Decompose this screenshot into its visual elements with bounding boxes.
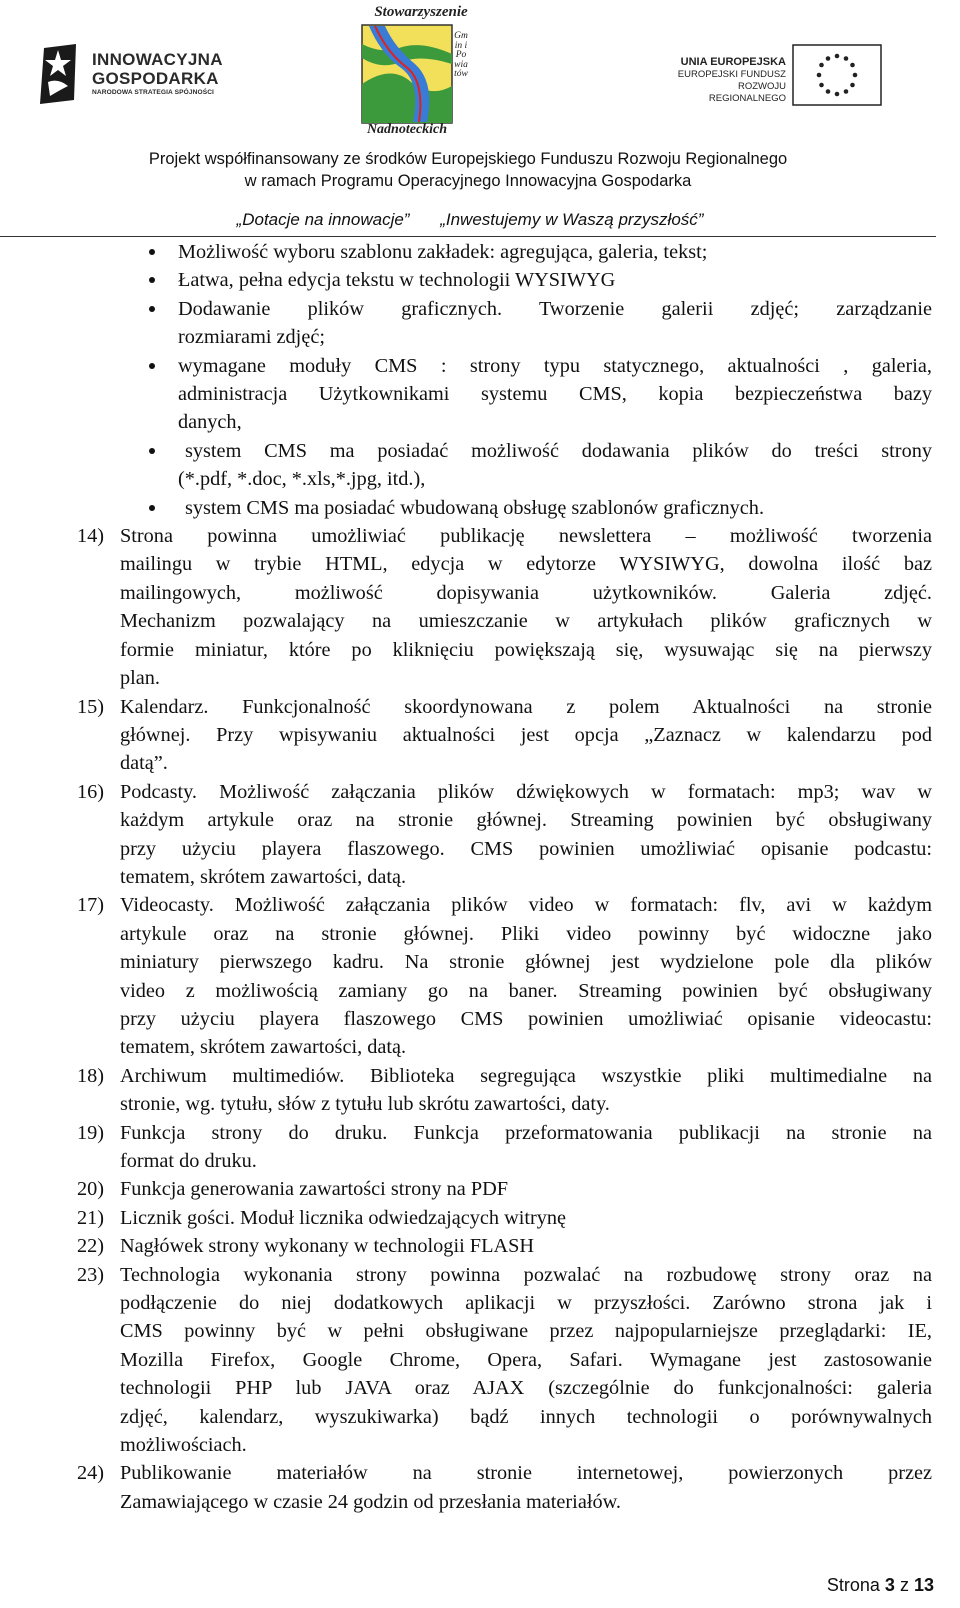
item-line: przy użyciu playera flaszowego. CMS powinien umożliwiać opisanie podcastu: [120, 837, 932, 860]
item-line: stronie, wg. tytułu, słów z tytułu lub skrótu zawartości, daty. [120, 1093, 610, 1116]
numbered-item [0, 778, 932, 892]
footer-page: 3 [884, 1575, 895, 1595]
bullet-item [0, 295, 932, 352]
item-line: możliwościach. [120, 1434, 247, 1457]
item-number: 18) [77, 1064, 105, 1087]
bullet-line: (*.pdf, *.doc, *.xls,*.jpg, itd.), [178, 468, 426, 491]
item-line: Nagłówek strony wykonany w technologii FLASH [120, 1235, 535, 1258]
project-info [0, 148, 936, 192]
numbered-list [0, 522, 960, 1516]
bullet-dot-icon [149, 306, 155, 312]
item-line: Podcasty. Możliwość załączania plików dźwiękowych w formatach: mp3; wav w [120, 780, 932, 803]
item-number: 20) [77, 1178, 105, 1201]
numbered-item [0, 1232, 932, 1260]
slogans [0, 210, 940, 230]
logo-line-3: NARODOWA STRATEGIA SPÓJNOŚCI [92, 89, 214, 96]
footer-prefix: Strona [826, 1575, 880, 1595]
bullet-line: Łatwa, pełna edycja tekstu w technologii WYSIWYG [178, 269, 616, 292]
item-number: 16) [77, 780, 105, 803]
bullet-list [0, 238, 960, 522]
bullet-item [0, 494, 932, 522]
bullet-dot-icon [149, 505, 155, 511]
landscape-emblem-icon [361, 24, 453, 124]
slogan-2: „Inwestujemy w Waszą przyszłość” [440, 210, 704, 229]
item-line: głównej. Przy wpisywaniu aktualności jest opcja „Zaznacz w kalendarzu pod [120, 723, 932, 746]
item-line: Kalendarz. Funkcjonalność skoordynowana z polem Aktualności na stronie [120, 695, 932, 718]
numbered-item [0, 1175, 932, 1203]
star-figure-icon [34, 40, 86, 106]
item-line: Funkcja strony do druku. Funkcja przeformatowania publikacji na stronie na [120, 1121, 932, 1144]
bullet-line: Dodawanie plików graficznych. Tworzenie galerii zdjęć; zarządzanie [178, 297, 932, 320]
bullet-dot-icon [149, 448, 155, 454]
item-line: formie miniatur, które po kliknięciu powiększają się, wysuwając się na pierwszy [120, 638, 932, 661]
slogan-1: „Dotacje na innowacje” [236, 210, 410, 229]
bullet-dot-icon [149, 277, 155, 283]
eu-line-3: ROZWOJU REGIONALNEGO [708, 81, 786, 104]
item-line: Funkcja generowania zawartości strony na PDF [120, 1178, 509, 1201]
item-line: format do druku. [120, 1150, 257, 1172]
numbered-item [0, 891, 932, 1061]
footer-sep: z [899, 1575, 909, 1595]
bullet-item [0, 352, 932, 437]
item-number: 23) [77, 1263, 105, 1286]
item-line: datą”. [120, 752, 168, 775]
item-line: podłączenie do niej dodatkowych aplikacji w przyszłości. Zarówno strona jak i [120, 1292, 932, 1315]
item-line: Zamawiającego w czasie 24 godzin od przesłania materiałów. [120, 1490, 621, 1513]
logo-top-text: Stowarzyszenie [374, 4, 468, 20]
numbered-item [0, 1204, 932, 1232]
item-line: Mozilla Firefox, Google Chrome, Opera, Safari. Wymagane jest zastosowanie [120, 1348, 932, 1371]
item-line: tematem, skrótem zawartości, datą. [120, 865, 407, 888]
item-number: 22) [77, 1235, 105, 1258]
item-line: przy użyciu playera flaszowego CMS powinien umożliwiać opisanie videocastu: [120, 1007, 932, 1030]
bullet-dot-icon [149, 249, 155, 255]
item-line: Licznik gości. Moduł licznika odwiedzających witrynę [120, 1206, 567, 1229]
bullet-line: wymagane moduły CMS : strony typu statycznego, aktualności , galeria, [178, 354, 932, 377]
innowacyjna-gospodarka-logo [34, 40, 264, 110]
bullet-line: rozmiarami zdjęć; [178, 326, 325, 349]
numbered-item [0, 1119, 932, 1176]
item-number: 19) [77, 1121, 105, 1144]
document-body [0, 238, 960, 1516]
item-number: 15) [77, 695, 105, 718]
item-number: 21) [77, 1206, 105, 1229]
numbered-item [0, 1062, 932, 1119]
project-line-2: w ramach Programu Operacyjnego Innowacyjna Gospodarka [244, 172, 692, 190]
item-number: 14) [77, 525, 105, 548]
bullet-line: danych, [178, 411, 242, 434]
page-footer [827, 1575, 934, 1596]
eu-logo [660, 44, 910, 108]
item-line: artykule oraz na stronie głównej. Pliki video powinny być widoczne jako [120, 922, 932, 945]
logo-line-2: GOSPODARKA [92, 69, 219, 88]
bullet-item [0, 238, 932, 266]
bullet-line: Możliwość wyboru szablonu zakładek: agregująca, galeria, tekst; [178, 241, 708, 263]
eu-flag-icon [792, 44, 882, 106]
numbered-item [0, 1261, 932, 1460]
item-line: tematem, skrótem zawartości, datą. [120, 1036, 407, 1059]
item-line: Archiwum multimediów. Biblioteka segregująca wszystkie pliki multimedialne na [120, 1064, 932, 1087]
item-number: 17) [77, 894, 105, 917]
numbered-item [0, 693, 932, 778]
item-line: CMS powinny być w pełni obsługiwane przez najpopularniejsze przeglądarki: IE, [120, 1320, 932, 1343]
eu-line-2: EUROPEJSKI FUNDUSZ [677, 69, 786, 80]
bullet-dot-icon [149, 363, 155, 369]
item-number: 24) [77, 1462, 105, 1485]
logo-line-1: INNOWACYJNA [92, 50, 223, 69]
item-line: Strona powinna umożliwiać publikację newslettera – możliwość tworzenia [120, 525, 932, 548]
bullet-line: system CMS ma posiadać możliwość dodawania plików do treści strony [185, 439, 932, 462]
item-line: Technologia wykonania strony powinna pozwalać na rozbudowę strony oraz na [120, 1263, 932, 1286]
project-line-1: Projekt współfinansowany ze środków Europejskiego Funduszu Rozwoju Regionalnego [148, 150, 788, 168]
numbered-item [0, 522, 932, 692]
item-line: Mechanizm pozwalający na umieszczanie w artykułach plików graficznych w [120, 610, 932, 633]
item-line: plan. [120, 667, 160, 690]
bullet-item [0, 266, 932, 294]
eu-line-1: UNIA EUROPEJSKA [680, 56, 786, 68]
bullet-line: administracja Użytkownikami systemu CMS, kopia bezpieczeństwa bazy [178, 383, 932, 406]
logo-bottom-text: Nadnoteckich [366, 122, 448, 137]
numbered-item [0, 1459, 932, 1516]
item-line: każdym artykule oraz na stronie głównej. Streaming powinien być obsługiwany [120, 809, 932, 832]
item-line: miniatury pierwszego kadru. Na stronie głównej jest wydzielone pole dla plików [120, 951, 932, 974]
item-line: Publikowanie materiałów na stronie internetowej, powierzonych przez [120, 1462, 932, 1485]
header-divider [0, 236, 936, 237]
item-line: zdjęć, kalendarz, wyszukiwarka) bądź innych technologii o porównywalnych [120, 1405, 932, 1428]
bullet-item [0, 437, 932, 494]
bullet-line: system CMS ma posiadać wbudowaną obsługę szablonów graficznych. [185, 496, 765, 519]
footer-total: 13 [913, 1575, 934, 1595]
item-line: mailingowych, możliwość dopisywania użytkowników. Galeria zdjęć. [120, 581, 932, 604]
logo-side-text: Gmin i Powiatów [454, 31, 468, 80]
item-line: mailingu w trybie HTML, edycja w edytorze WYSIWYG, dowolna ilość baz [120, 553, 932, 576]
stowarzyszenie-gmin-logo [357, 4, 485, 140]
item-line: Videocasty. Możliwość załączania plików video w formatach: flv, avi w każdym [120, 894, 932, 917]
item-line: technologii PHP lub JAVA oraz AJAX (szczególnie do funkcjonalności: galeria [120, 1377, 932, 1400]
item-line: video z możliwością zamiany go na baner. Streaming powinien być obsługiwany [120, 979, 932, 1002]
